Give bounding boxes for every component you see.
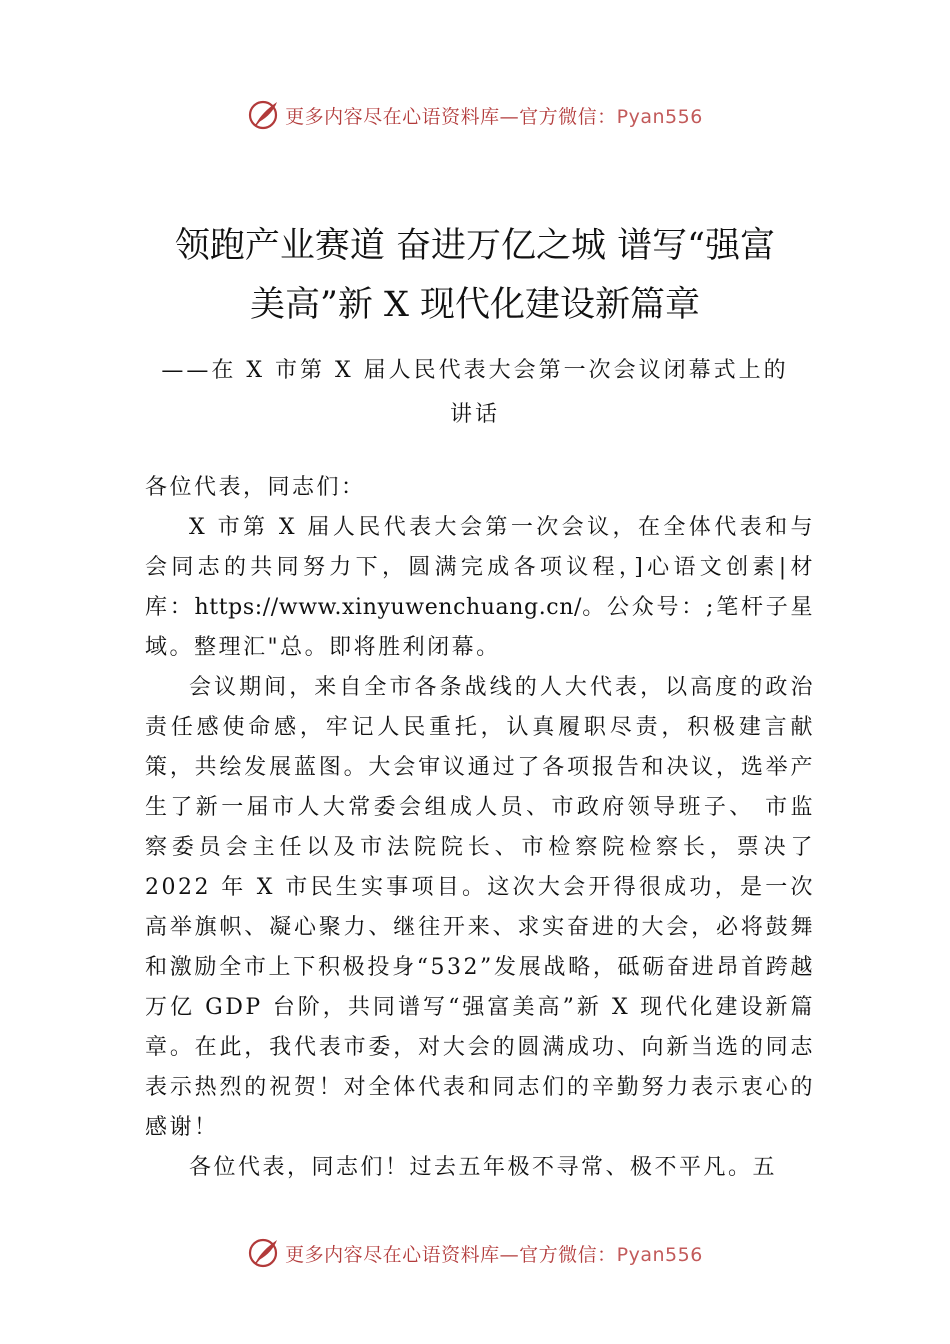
quill-logo-icon bbox=[247, 1236, 281, 1270]
banner-wechat-id: Pyan556 bbox=[616, 1243, 703, 1266]
banner-wechat-id: Pyan556 bbox=[616, 105, 703, 128]
banner-text bbox=[285, 1240, 703, 1267]
paragraph-2: 会议期间，来自全市各条战线的人大代表，以高度的政治责任感使命感，牢记人民重托，认真履职尽责，积极建言献策，共绘发展蓝图。大会审议通过了各项报告和决议，选举产生了新一届市人大常委会组成人员、市政府领导班子、 市监察委员会主任以及市法院院长、市检察院检察长，票决了 2022 年 X 市民生实事项目。这次大会开得很成功，是一次高举旗帜、凝心聚力、继往开来、求实奋进的大会，必将鼓舞和激励全市上下积极投身“532”发展战略，砥砺奋进昂首跨越万亿 GDP 台阶，共同谱写“强富美高”新 X 现代化建设新篇章。在此，我代表市委，对大会的圆满成功、向新当选的同志表示热烈的祝贺！对全体代表和同志们的辛勤努力表示衷心的感谢！ bbox=[145, 675, 815, 1140]
paragraph-3: 各位代表，同志们！过去五年极不寻常、极不平凡。五 bbox=[189, 1155, 778, 1180]
salutation: 各位代表，同志们： bbox=[145, 475, 366, 500]
document-subtitle-line-2: 讲话 bbox=[449, 402, 500, 427]
header-banner bbox=[0, 95, 950, 135]
paragraph-1-url: https://www.xinyuwenchuang.cn/ bbox=[194, 595, 583, 620]
document-body bbox=[145, 468, 815, 1188]
document-subtitle-line-1: ——在 X 市第 X 届人民代表大会第一次会议闭幕式上的 bbox=[161, 358, 789, 383]
document-title-line-1: 领跑产业赛道 奋进万亿之城 谱写“强富 bbox=[174, 226, 776, 266]
paragraph-1 bbox=[145, 508, 815, 668]
paragraph-1-text-a: X 市第 X 届人民代表大会第一次会议，在全体代表和与会同志的共同努力下，圆满完成各项议程，]心语文创素|材库： bbox=[145, 515, 815, 620]
document-title-line-2: 美高”新 X 现代化建设新篇章 bbox=[249, 285, 701, 325]
paragraph-1-text-b: 。公众号：;笔杆子星域。整理汇"总。即将胜利闭幕。 bbox=[145, 595, 815, 660]
footer-banner bbox=[0, 1233, 950, 1273]
banner-text bbox=[285, 102, 703, 129]
quill-logo-icon bbox=[247, 98, 281, 132]
banner-slogan: 更多内容尽在心语资料库—官方微信： bbox=[285, 1243, 617, 1266]
banner-slogan: 更多内容尽在心语资料库—官方微信： bbox=[285, 105, 617, 128]
